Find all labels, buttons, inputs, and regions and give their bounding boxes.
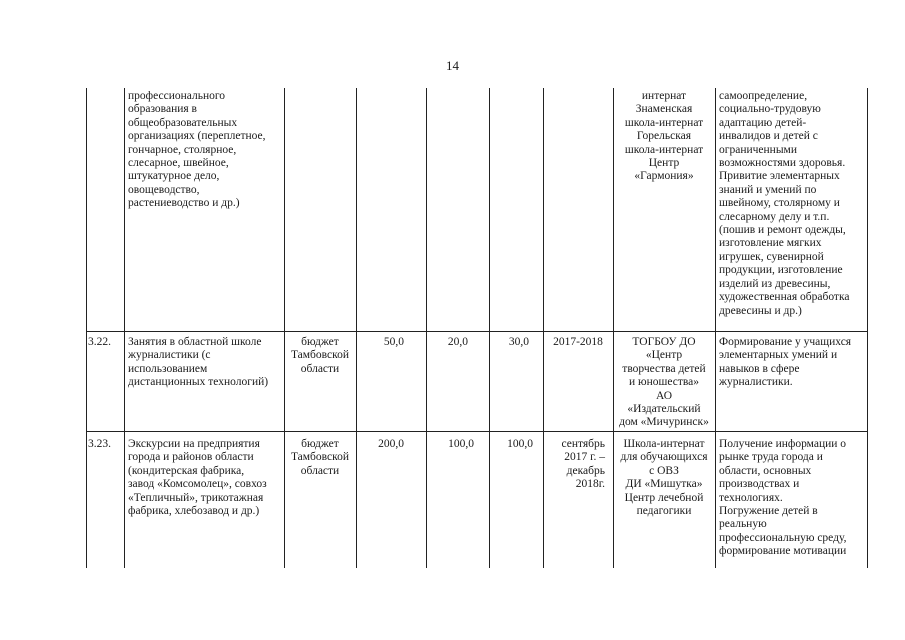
row-border <box>86 331 867 332</box>
col-border <box>543 88 544 568</box>
row-border <box>86 431 867 432</box>
col-border <box>356 88 357 568</box>
col-border <box>124 88 125 568</box>
row2-period: 2017-2018 <box>553 336 603 348</box>
row3-result: Получение информации о рынке труда города и области, основных производствах и технологиях. Погружение детей в реальную профессиональную среду, формирование мотивации <box>719 438 847 558</box>
row3-period: сентябрь 2017 г. – декабрь 2018г. <box>561 438 605 491</box>
row2-result: Формирование у учащихся элементарных умений и навыков в сфере журналистики. <box>719 336 852 389</box>
col-border <box>489 88 490 568</box>
row3-2017: 100,0 <box>448 438 474 450</box>
col-border <box>613 88 614 568</box>
row3-executor: Школа-интернат для обучающихся с ОВЗ ДИ «Мишутка» Центр лечебной педагогики <box>620 438 708 518</box>
row3-source: бюджет Тамбовской области <box>290 438 350 477</box>
col-border <box>867 88 868 568</box>
row3-num: 3.23. <box>88 438 111 450</box>
row3-activity: Экскурсии на предприятия города и районов области (кондитерская фабрика, завод «Комсомолец», совхоз «Тепличный», трикотажная фабрика, хлебозавод и др.) <box>128 438 267 518</box>
col-border <box>86 88 87 568</box>
row1-executor: интернат Знаменская школа-интернат Горельская школа-интернат Центр «Гармония» <box>624 90 704 183</box>
row2-num: 3.22. <box>88 336 111 348</box>
row2-executor: ТОГБОУ ДО «Центр творчества детей и юношества» АО «Издательский дом «Мичуринск» <box>619 336 709 429</box>
row3-total: 200,0 <box>378 438 404 450</box>
row1-activity: профессионального образования в общеобразовательных организациях (переплетное, гончарное, столярное, слесарное, швейное, штукатурное дело, овощеводство, растениеводство и др.) <box>128 90 266 210</box>
col-border <box>426 88 427 568</box>
row2-source: бюджет Тамбовской области <box>290 336 350 375</box>
row1-result: самоопределение, социально-трудовую адаптацию детей- инвалидов и детей с ограниченными возможностями здоровья. Привитие элементарных знаний и умений по швейному, столярному и слесарному делу и т.п. (пошив и ремонт одежды, изготовление мягких игрушек, сувенирной продукции, изготовление изделий из древесины, художественная обработка древесины и др.) <box>719 90 850 317</box>
row2-activity: Занятия в областной школе журналистики (с использованием дистанционных технологий) <box>128 336 269 389</box>
row2-2018: 30,0 <box>508 336 529 348</box>
col-border <box>715 88 716 568</box>
col-border <box>284 88 285 568</box>
row2-2017: 20,0 <box>447 336 468 348</box>
row3-2018: 100,0 <box>507 438 533 450</box>
page-number: 14 <box>446 58 459 73</box>
row2-total: 50,0 <box>383 336 404 348</box>
